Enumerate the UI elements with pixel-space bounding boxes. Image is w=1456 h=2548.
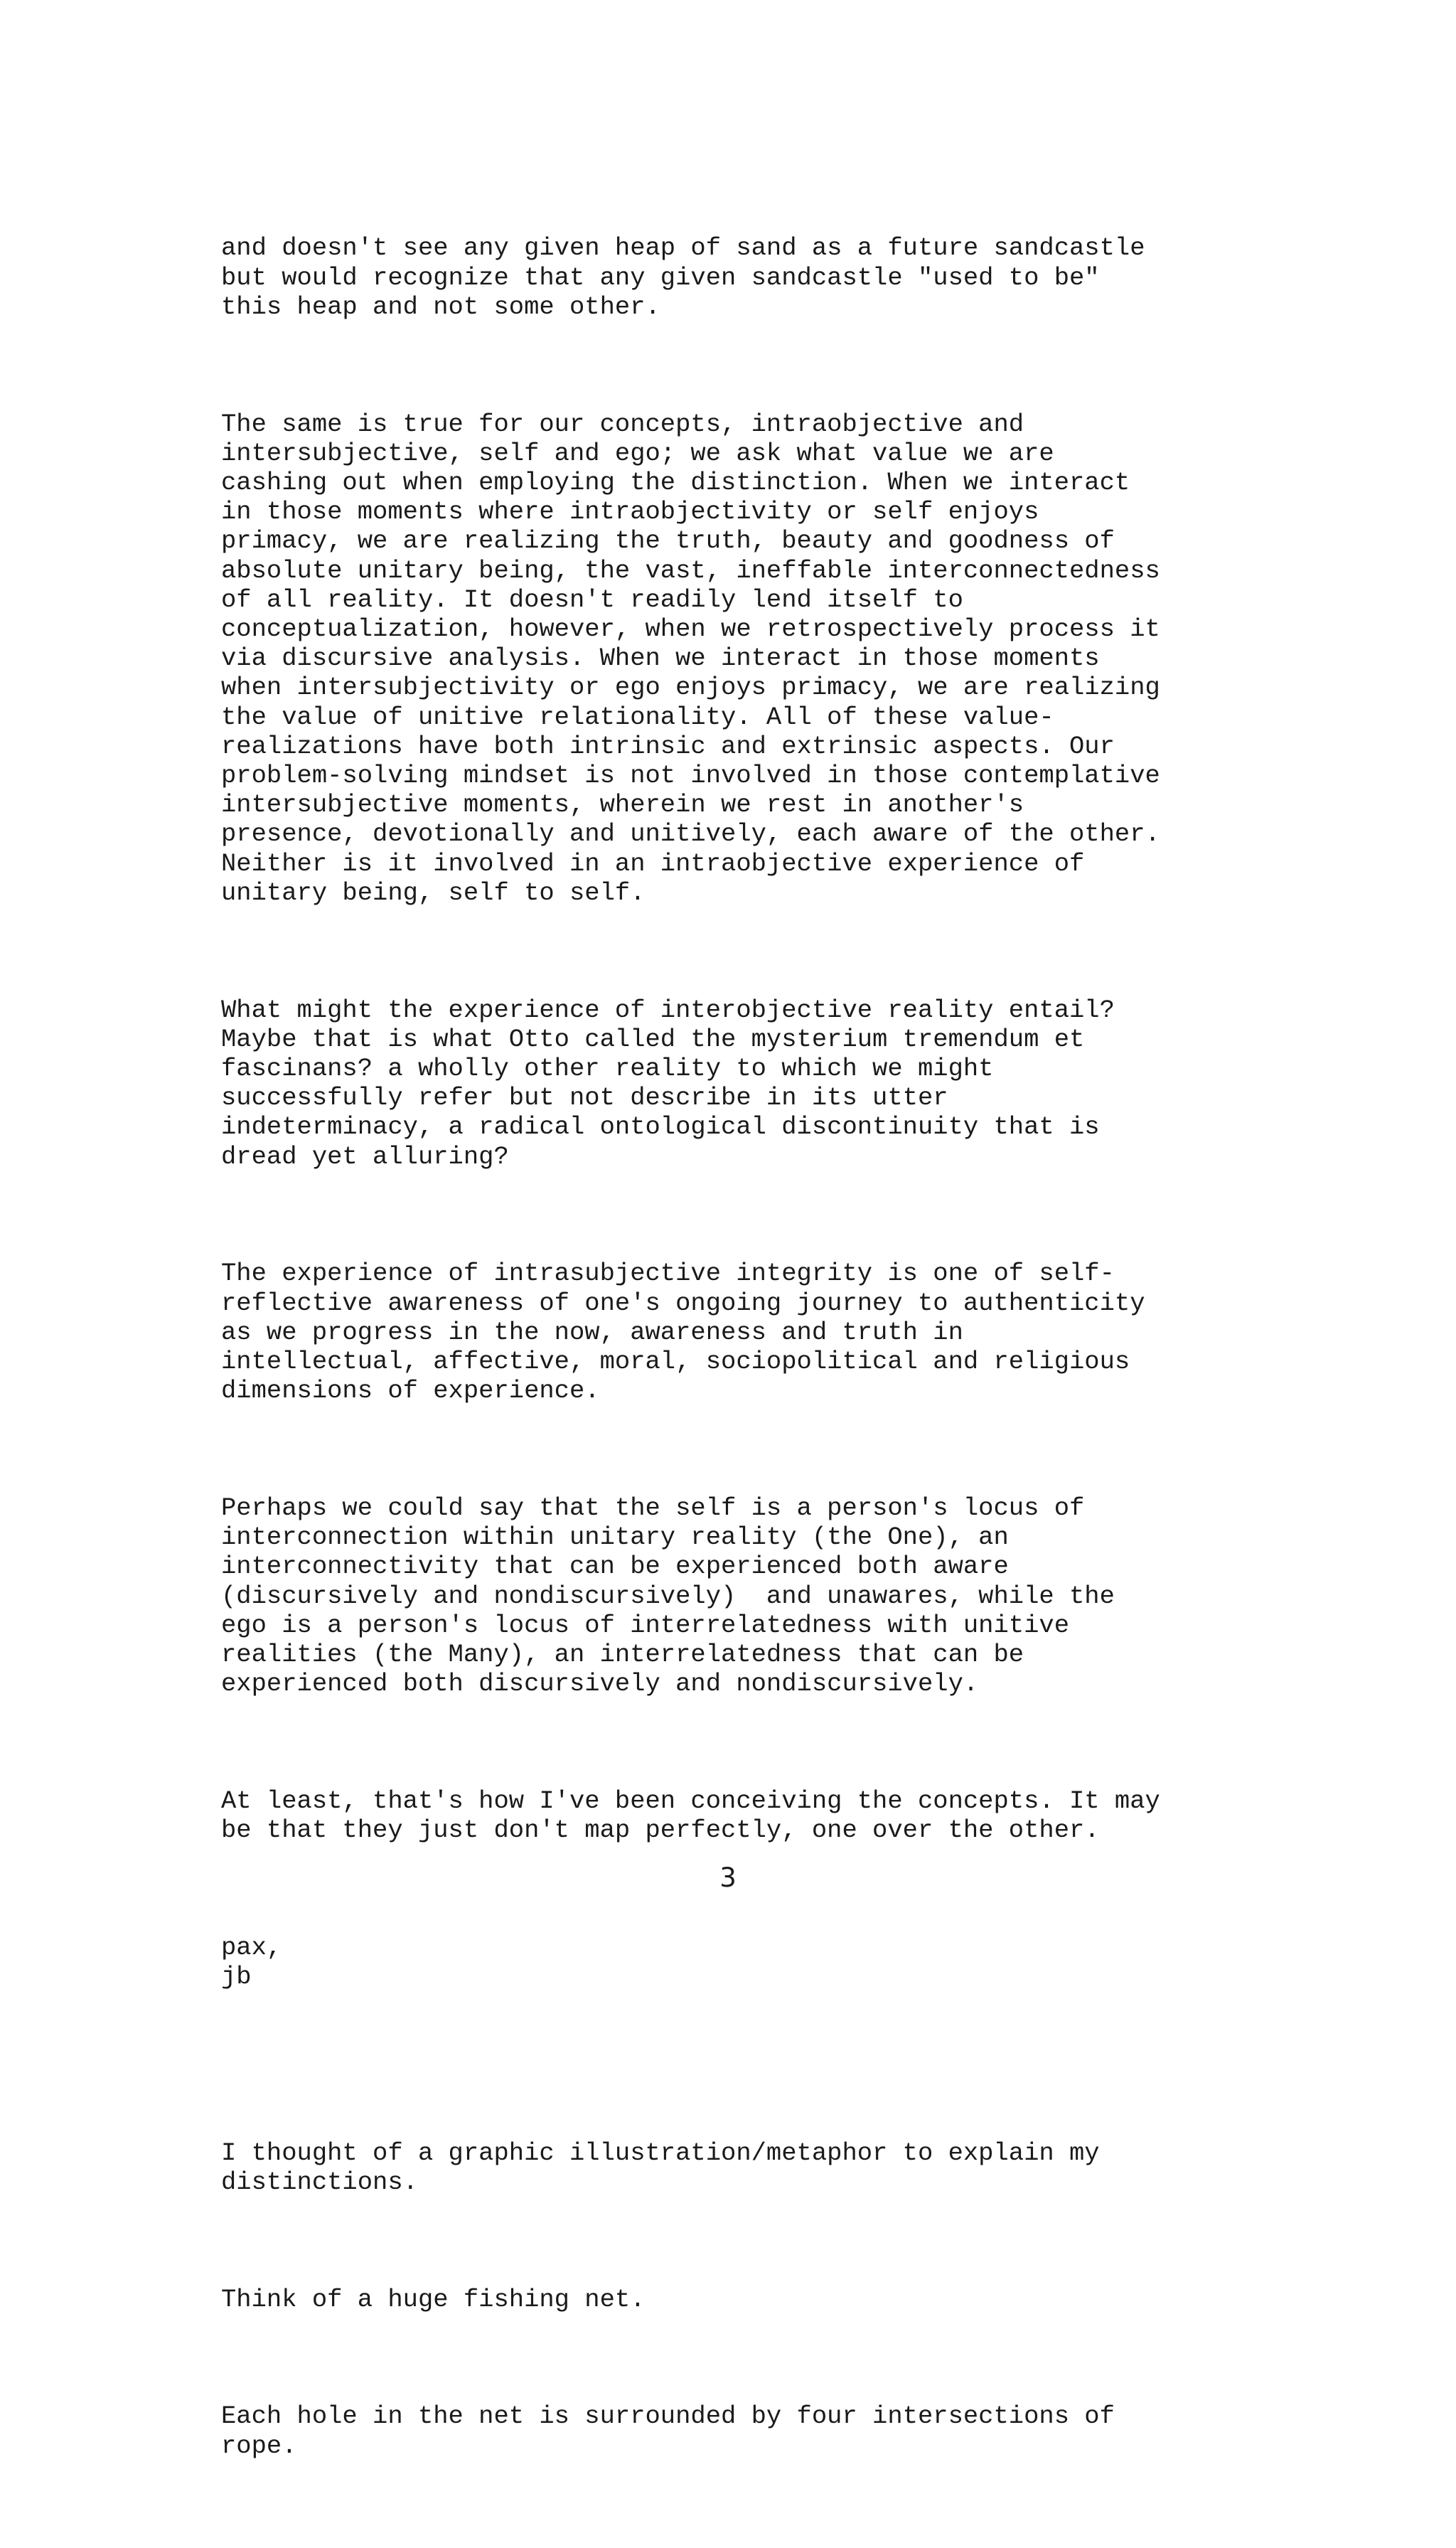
paragraph-intrasubjective: The experience of intrasubjective integrity is one of self- reflective awareness of one's ongoing journey to authenticity as we progress in the now, awareness and truth in intellectual, affective, moral, sociopolitical and religious dimensions of experience. bbox=[221, 1259, 1145, 1406]
paragraph-sandcastle: and doesn't see any given heap of sand as a future sandcastle but would recognize that any given sandcastle "used to be" this heap and not some other. bbox=[221, 233, 1145, 321]
signature: pax, jb bbox=[221, 1933, 282, 1992]
paragraph-self-ego: Perhaps we could say that the self is a person's locus of interconnection within unitary reality (the One), an interconnectivity that can be experienced both aware (discursively and nondiscursively) and unawares, while the ego is a person's locus of interrelatedness with unitive realities (the Many), an interrelatedness that can be experienced both discursively and nondiscursively. bbox=[221, 1493, 1115, 1699]
page-number: 3 bbox=[719, 1862, 737, 1893]
paragraph-concepts: The same is true for our concepts, intraobjective and intersubjective, self and ego; we ask what value we are cashing out when employing the distinction. When we interact in those moments where intraobjectivity or self enjoys primacy, we are realizing the truth, beauty and goodness of absolute unitary being, the vast, ineffable interconnectedness of all reality. It doesn't readily lend itself to conceptualization, however, when we retrospectively process it via discursive analysis. When we interact in those moments when intersubjectivity or ego enjoys primacy, we are realizing the value of unitive relationality. All of these value- realizations have both intrinsic and extrinsic aspects. Our problem-solving mindset is not involved in those contemplative intersubjective moments, wherein we rest in another's presence, devotionally and unitively, each aware of the other. Neither is it involved in an intraobjective experience of unitary being, self to self. bbox=[221, 409, 1160, 907]
paragraph-interobjective: What might the experience of interobjective reality entail? Maybe that is what Otto called the mysterium tremendum et fascinans? a wholly other reality to which we might successfully refer but not describe in its utter indeterminacy, a radical ontological discontinuity that is dread yet alluring? bbox=[221, 995, 1115, 1171]
body-text bbox=[221, 175, 1259, 2548]
paragraph-conceiving: At least, that's how I've been conceiving the concepts. It may be that they just don't map perfectly, one over the other. bbox=[221, 1786, 1160, 1845]
paragraph-net-hole: Each hole in the net is surrounded by four intersections of rope. bbox=[221, 2402, 1115, 2461]
paragraph-fishing-net: Think of a huge fishing net. bbox=[221, 2284, 646, 2314]
paragraph-illustration: I thought of a graphic illustration/metaphor to explain my distinctions. bbox=[221, 2138, 1100, 2197]
